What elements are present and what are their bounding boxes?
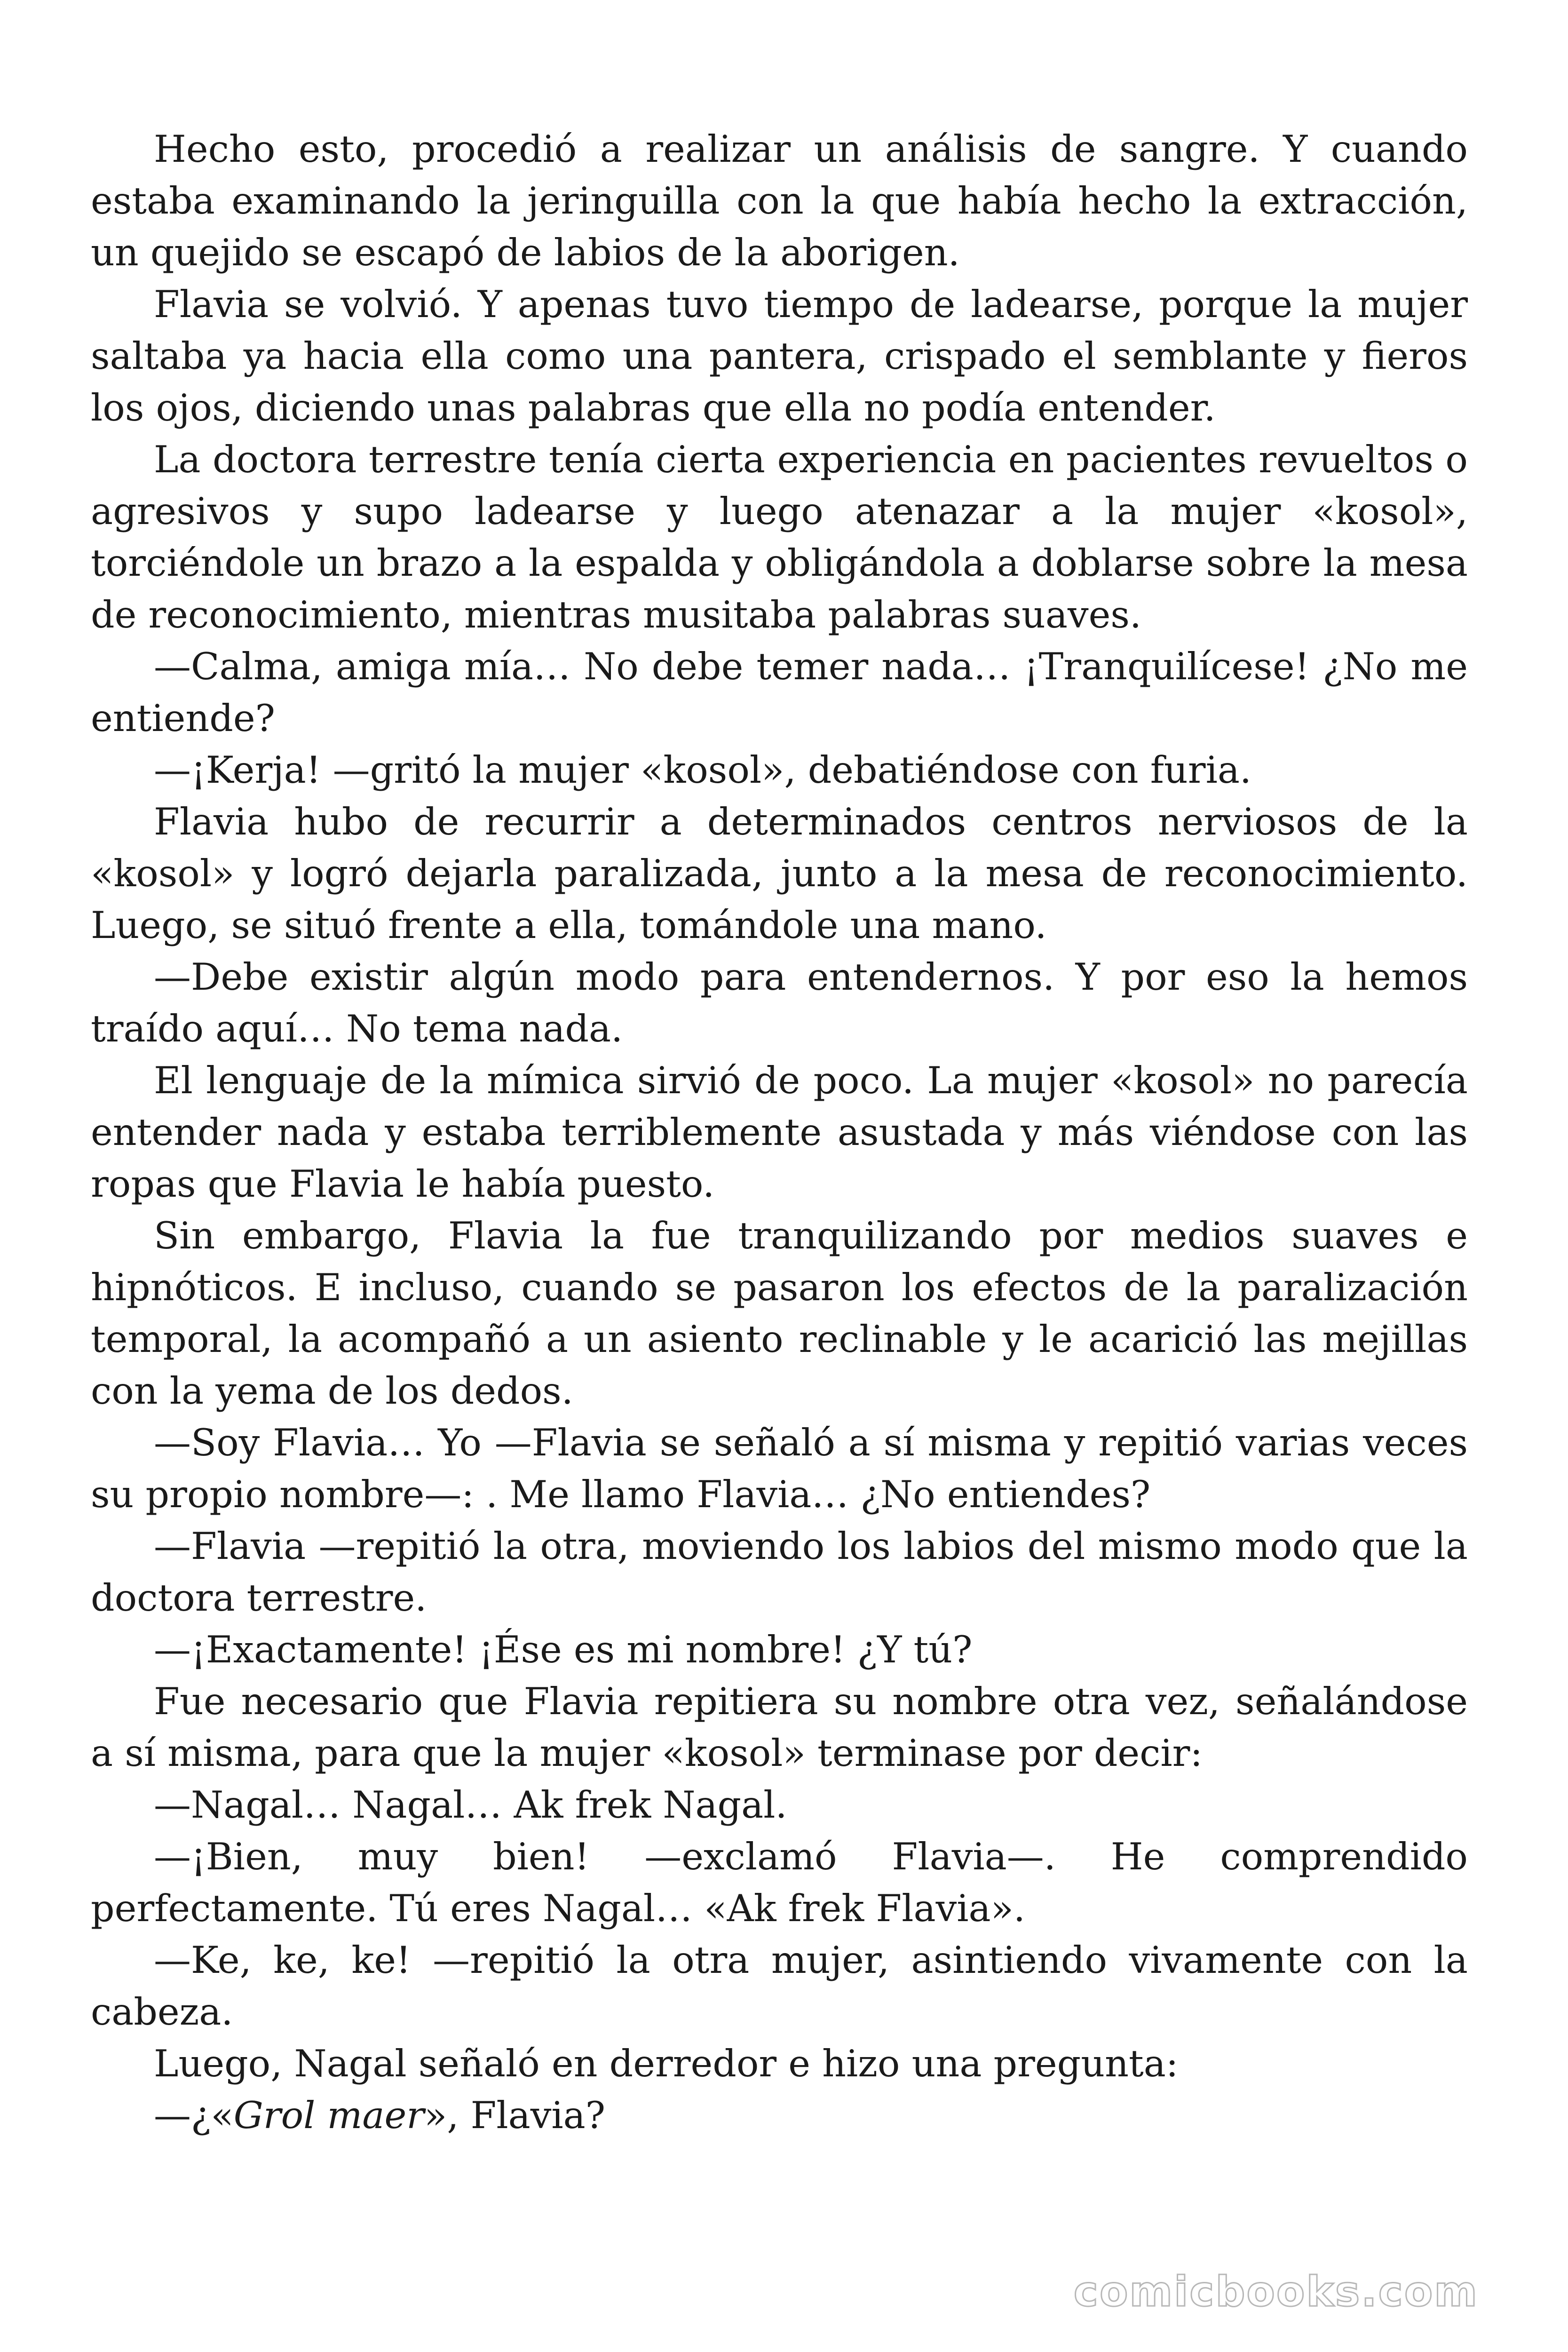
paragraph-13: Fue necesario que Flavia repitiera su nombre otra vez, señalándose a sí misma, para que la mujer «kosol» terminase por decir: <box>91 1680 1468 1775</box>
paragraph-6: Flavia hubo de recurrir a determinados centros nerviosos de la «kosol» y logró dejarla paralizada, junto a la mesa de reconocimiento. Luego, se situó frente a ella, tomándole una mano. <box>91 800 1468 947</box>
paragraph-14: —Nagal… Nagal… Ak frek Nagal. <box>154 1783 787 1827</box>
paragraph-4: —Calma, amiga mía… No debe temer nada… ¡Tranquilícese! ¿No me entiende? <box>91 645 1468 740</box>
paragraph-17: Luego, Nagal señaló en derredor e hizo una pregunta: <box>154 2042 1179 2085</box>
watermark: comicbooks.com <box>1073 2267 1479 2316</box>
paragraph-15: —¡Bien, muy bien! —exclamó Flavia—. He comprendido perfectamente. Tú eres Nagal… «Ak frek Flavia». <box>91 1835 1468 1930</box>
paragraph-10: —Soy Flavia… Yo —Flavia se señaló a sí misma y repitió varias veces su propio nombre—: . Me llamo Flavia… ¿No entiendes? <box>91 1421 1468 1516</box>
paragraph-18 <box>91 2090 1468 2141</box>
page-body <box>91 123 1468 2141</box>
dialogue-prefix: —¿« <box>154 2094 234 2137</box>
paragraph-16: —Ke, ke, ke! —repitió la otra mujer, asintiendo vivamente con la cabeza. <box>91 1939 1468 2034</box>
dialogue-italic: Grol maer <box>233 2094 425 2137</box>
paragraph-1: Hecho esto, procedió a realizar un análisis de sangre. Y cuando estaba examinando la jeringuilla con la que había hecho la extracción, un quejido se escapó de labios de la aborigen. <box>91 127 1468 274</box>
paragraph-12: —¡Exactamente! ¡Ése es mi nombre! ¿Y tú? <box>154 1628 973 1671</box>
paragraph-9: Sin embargo, Flavia la fue tranquilizando por medios suaves e hipnóticos. E incluso, cuando se pasaron los efectos de la paralización temporal, la acompañó a un asiento reclinable y le acarició las mejillas con la yema de los dedos. <box>91 1214 1468 1413</box>
paragraph-2: Flavia se volvió. Y apenas tuvo tiempo de ladearse, porque la mujer saltaba ya hacia ella como una pantera, crispado el semblante y fieros los ojos, diciendo unas palabras que ella no podía entender. <box>91 283 1468 429</box>
paragraph-5: —¡Kerja! —gritó la mujer «kosol», debatiéndose con furia. <box>154 748 1252 792</box>
paragraph-3: La doctora terrestre tenía cierta experiencia en pacientes revueltos o agresivos y supo ladearse y luego atenazar a la mujer «kosol», torciéndole un brazo a la espalda y obligándola a doblarse sobre la mesa de reconocimiento, mientras musitaba palabras suaves. <box>91 438 1468 636</box>
paragraph-8: El lenguaje de la mímica sirvió de poco. La mujer «kosol» no parecía entender nada y estaba terriblemente asustada y más viéndose con las ropas que Flavia le había puesto. <box>91 1059 1468 1206</box>
dialogue-suffix: », Flavia? <box>424 2094 606 2137</box>
paragraph-11: —Flavia —repitió la otra, moviendo los labios del mismo modo que la doctora terrestre. <box>91 1525 1468 1620</box>
paragraph-7: —Debe existir algún modo para entendernos. Y por eso la hemos traído aquí… No tema nada. <box>91 955 1468 1050</box>
